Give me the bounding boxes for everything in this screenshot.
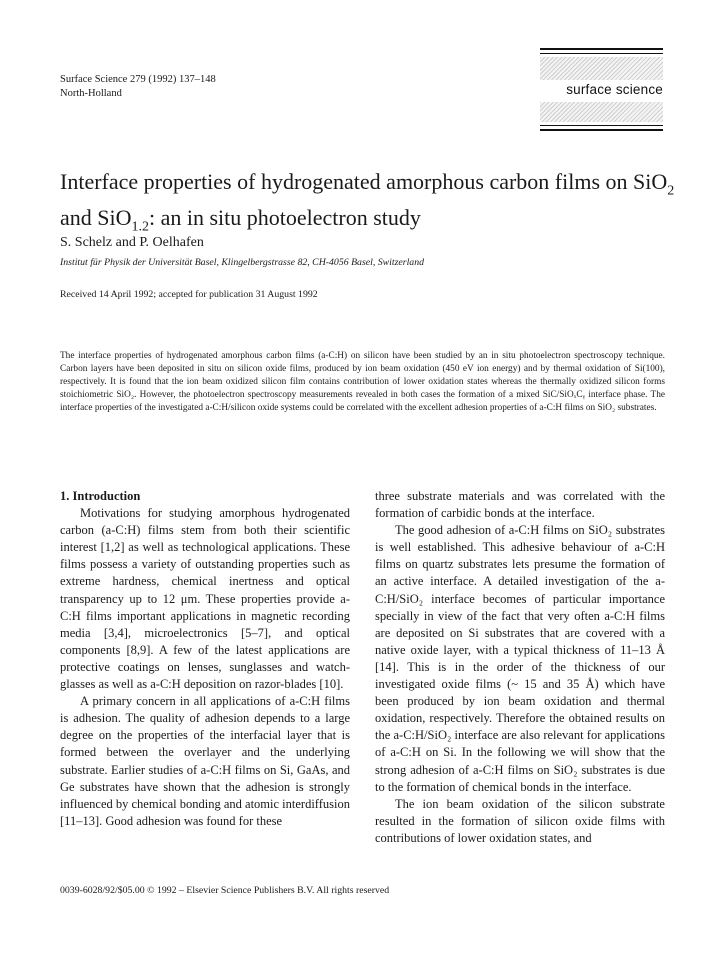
paper-title [60, 168, 680, 241]
left-column [60, 488, 350, 830]
right-column [375, 488, 665, 847]
logo-hatch-top [540, 57, 663, 80]
logo-wordmark: surface science [566, 82, 663, 97]
copyright-footer: 0039-6028/92/$05.00 © 1992 – Elsevier Science Publishers B.V. All rights reserved [60, 885, 390, 896]
logo-rule-thin-bottom [540, 125, 663, 126]
paragraph: three substrate materials and was correlated with the formation of carbidic bonds at the interface. [375, 489, 665, 521]
section-heading: 1. Introduction [60, 489, 141, 503]
title-line-2-start: and SiO [60, 205, 132, 231]
paragraph: Motivations for studying amorphous hydrogenated carbon (a-C:H) films stem from both their scientific interest [1,2] as well as technological applications. These films possess a variety of outstanding properties such as extreme hardness, chemical inertness and optical transparency up to 12 μm. These properties provide a-C:H films important applications in magnetic recording media [3,4], microelectronics [5–7], and optical components [8,9]. A few of the latest applications are protective coatings on lenses, sunglasses and watch-glasses as well as a-C:H deposition on razor-blades [10]. [60, 506, 350, 692]
title-subscript-2: 1.2 [131, 219, 149, 235]
title-line-1: Interface properties of hydrogenated amorphous carbon films on SiO [60, 169, 668, 194]
title-line-2-end: : an in situ photoelectron study [149, 205, 421, 231]
abstract: The interface properties of hydrogenated amorphous carbon films (a-C:H) on silicon have been studied by an in situ photoelectron spectroscopy technique. Carbon layers have been deposited in situ on silicon oxide films, produced by ion beam oxidation (450 eV ion energy) and by thermal oxidation of Si(100), respectively. It is found that the ion beam oxidized silicon film contains contribution of lower oxidation states whereas the thermally oxidized silicon forms stoichiometric SiO₂. However, the photoelectron spectroscopy measurements revealed in both cases the formation of a mixed SiC/SiOₓCᵧ interface phase. The interface properties of the investigated a-C:H/silicon oxide systems could be correlated with the excellent adhesion properties of a-C:H films on SiO₂ substrates. [60, 351, 665, 414]
journal-citation: Surface Science 279 (1992) 137–148 [60, 74, 216, 85]
title-subscript-1: 2 [667, 183, 675, 199]
logo-hatch-bottom [540, 102, 663, 122]
paragraph: A primary concern in all applications of a-C:H films is adhesion. The quality of adhesion depends to a large degree on the properties of the interfacial layer that is formed between the overlayer and the underlying substrate. Earlier studies of a-C:H films on Si, GaAs, and Ge substrates have shown that the adhesion is strongly influenced by chemical bonding and atomic interdiffusion [11–13]. Good adhesion was found for these [60, 694, 350, 828]
logo-rule-thin [540, 53, 663, 54]
logo-rule-bottom [540, 129, 663, 131]
affiliation: Institut für Physik der Universität Basel, Klingelbergstrasse 82, CH-4056 Basel, Switzerland [60, 257, 425, 268]
paragraph: The ion beam oxidation of the silicon substrate resulted in the formation of silicon oxide films with contributions of lower oxidation states, and [375, 796, 665, 845]
journal-logo [540, 48, 663, 132]
logo-rule-top [540, 48, 663, 50]
authors: S. Schelz and P. Oelhafen [60, 235, 204, 250]
received-dates: Received 14 April 1992; accepted for publication 31 August 1992 [60, 289, 318, 300]
journal-reference [60, 73, 216, 101]
paragraph: The good adhesion of a-C:H films on SiO₂ substrates is well established. This adhesive behaviour of a-C:H films on quartz substrates lets presume the formation of an active interface. A detailed investigation of the a-C:H/SiO₂ interface becomes of particular importance specially in view of the fact that very often a-C:H films are deposited on Si substrates that are covered with a native oxide layer, with a typical thickness of 11–13 Å [14]. This is in the order of the thickness of our investigated oxide films (~ 15 and 35 Å) which have been produced by ion beam oxidation and thermal oxidation, respectively. Therefore the obtained results on the a-C:H/SiO₂ interface are also relevant for applications of a-C:H on Si. In the following we will show that the strong adhesion of a-C:H films on SiO₂ substrates is due to the formation of chemical bonds in the interface. [375, 523, 665, 794]
publisher-location: North-Holland [60, 88, 122, 99]
